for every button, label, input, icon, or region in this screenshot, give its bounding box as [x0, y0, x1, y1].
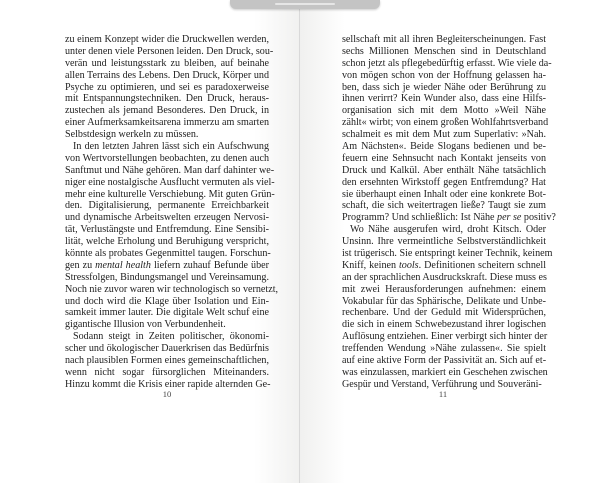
text-line: sechs Millionen Menschen sind in Deutschland	[342, 45, 546, 57]
text-line: Vokabular für das Sphärische, Delikate und Unbe-	[342, 295, 546, 307]
text-line: Selbstdesign werkeln zu müssen.	[65, 129, 199, 141]
left-page-text	[65, 34, 279, 391]
left-page-number: 10	[162, 389, 172, 399]
text-line: Druck und Kalkül. Aber enthält Nähe tatsächlich	[342, 164, 546, 176]
text-line: Gespür und Verstand, Verführung und Souveräni-	[342, 378, 542, 390]
text-line: zählt« wirbt; von einem großen Wohlfahrtsverband	[342, 117, 549, 129]
text-line: Sodann steigt in Zeiten politischer, ökonomi-	[73, 331, 269, 343]
text-line: Programm? Und schließlich: Ist Nähe per se positiv?	[342, 212, 556, 224]
text-line: mit Entspannungstechniken. Den Druck, heraus-	[65, 93, 269, 105]
text-line: zustechen als jemand Besonderes. Den Druck, in	[65, 105, 269, 117]
text-line: unter denen viele Personen leiden. Den Druck, sou-	[65, 45, 274, 57]
text-line: könnte als probates Gegenmittel taugen. Forschun-	[65, 248, 271, 260]
text-line: Noch nie zuvor waren wir technologisch so vernetzt,	[65, 283, 279, 295]
text-line: rechenbare. Und der Geduld mit Widersprüchen,	[342, 307, 546, 319]
text-line: lität, welche Erholung und Beruhigung verspricht,	[65, 236, 269, 248]
text-line: Stressfolgen, Bindungsmangel und Vereinsamung.	[65, 271, 269, 283]
text-line: ihnen verirrt? Kein Wunder also, dass eine Hilfs-	[342, 93, 546, 105]
text-line: feuern eine Sehnsucht nach Kontakt jenseits von	[342, 152, 546, 164]
text-line: die sich in einem Schwebezustand ihrer logischen	[342, 319, 546, 331]
text-line: treffenden Wendung »Nähe zulassen«. Sie spielt	[342, 343, 546, 355]
text-line: Hinzu kommt die Krisis einer rapide alternden Ge-	[65, 378, 271, 390]
text-line: ist trügerisch. Sie entspringt keiner Technik, keinem	[342, 248, 553, 260]
text-line: Am Nächsten«. Beide Slogans bedienen und be-	[342, 141, 546, 153]
text-line: gigantische Illusion von Verbundenheit.	[65, 319, 226, 331]
right-page[interactable]	[300, 0, 600, 483]
text-line: verän und leistungsstark zu bleiben, auf beinahe	[65, 57, 269, 69]
text-line: einer Aufmerksamkeitsarena immerzu am smarten	[65, 117, 269, 129]
text-line: was einzulassen, markiert ein Geschehen zwischen	[342, 366, 548, 378]
text-line: an der sprachlichen Ausdruckskraft. Diese muss es	[342, 271, 547, 283]
text-line: Wo Nähe ausgerufen wird, droht Kitsch. Oder	[350, 224, 546, 236]
text-line: tät, Verlustängste und Entfremdung. Eine Sensibi-	[65, 224, 269, 236]
text-line: sellschaft mit all ihren Begleiterscheinungen. Fast	[342, 34, 546, 45]
text-line: Unsinn. Ihre vermeintliche Selbstverständlichkeit	[342, 236, 546, 248]
text-line: ben, dass sich je wieder Nähe oder Berührung zu	[342, 81, 546, 93]
right-page-number: 11	[438, 389, 448, 399]
text-line: mit zwei Herausforderungen aufnehmen: einem	[342, 283, 546, 295]
text-line: wenn nicht sogar fürsorglichen Miteinanders.	[65, 366, 269, 378]
text-line: allen Terrains des Lebens. Den Druck, Körper und	[65, 69, 269, 81]
text-line: schaft, die sich weitertragen ließe? Taugt sie zum	[342, 200, 546, 212]
text-line: organisation sich mit dem Motto »Weil Nähe	[342, 105, 546, 117]
text-line: und doch wird die Klage über Isolation und Ein-	[65, 295, 269, 307]
text-line: den ersehnten Wirkstoff gegen Entfremdung? Hat	[342, 176, 546, 188]
text-line: mehr eine kulturelle Verschiebung. Mit guten Grün-	[65, 188, 275, 200]
text-line: zu einem Konzept wider die Druckwellen werden,	[65, 34, 269, 45]
text-line: schon jetzt als pflegebedürftig erfasst. Wie viele da-	[342, 57, 552, 69]
text-line: niger eine nostalgische Ausflucht vermuten als viel-	[65, 176, 275, 188]
text-line: Kniff, keinen tools. Definitionen scheitern schnell	[342, 259, 546, 271]
text-line: Auflösung entziehen. Einer verbirgt sich hinter der	[342, 331, 548, 343]
text-line: scher und ökologischer Dauerkrisen das Bedürfnis	[65, 343, 269, 355]
toolbar-pull-handle[interactable]	[230, 0, 380, 9]
text-line: auf eine aktive Form der Passivität an. Sich auf et-	[342, 355, 547, 367]
text-line: gen zu mental health liefern zuhauf Befunde über	[65, 259, 269, 271]
text-line: von Wertvorstellungen beobachten, zu denen auch	[65, 152, 269, 164]
text-line: nach plausiblen Formen eines gemeinschaftlichen,	[65, 355, 269, 367]
text-line: und dynamische Arbeitswelten erzeugen Nervosi-	[65, 212, 269, 224]
text-line: samkeit immer lauter. Die digitale Welt schuf eine	[65, 307, 269, 319]
text-line: Sanftmut und Nähe gehören. Man darf dahinter we-	[65, 164, 275, 176]
text-line: den. Digitalisierung, permanente Erreichbarkeit	[65, 200, 269, 212]
text-line: In den letzten Jahren lässt sich ein Aufschwung	[73, 141, 269, 153]
text-line: sie überhaupt einen Inhalt oder eine konkrete Bot-	[342, 188, 546, 200]
right-page-text	[342, 34, 556, 391]
text-line: schalmeit es mit dem Mut zum Superlativ: »Nah.	[342, 129, 546, 141]
text-line: Psyche zu optimieren, und sei es paradoxerweise	[65, 81, 269, 93]
text-line: von mögen schon von der Hoffnung gelassen ha-	[342, 69, 546, 81]
